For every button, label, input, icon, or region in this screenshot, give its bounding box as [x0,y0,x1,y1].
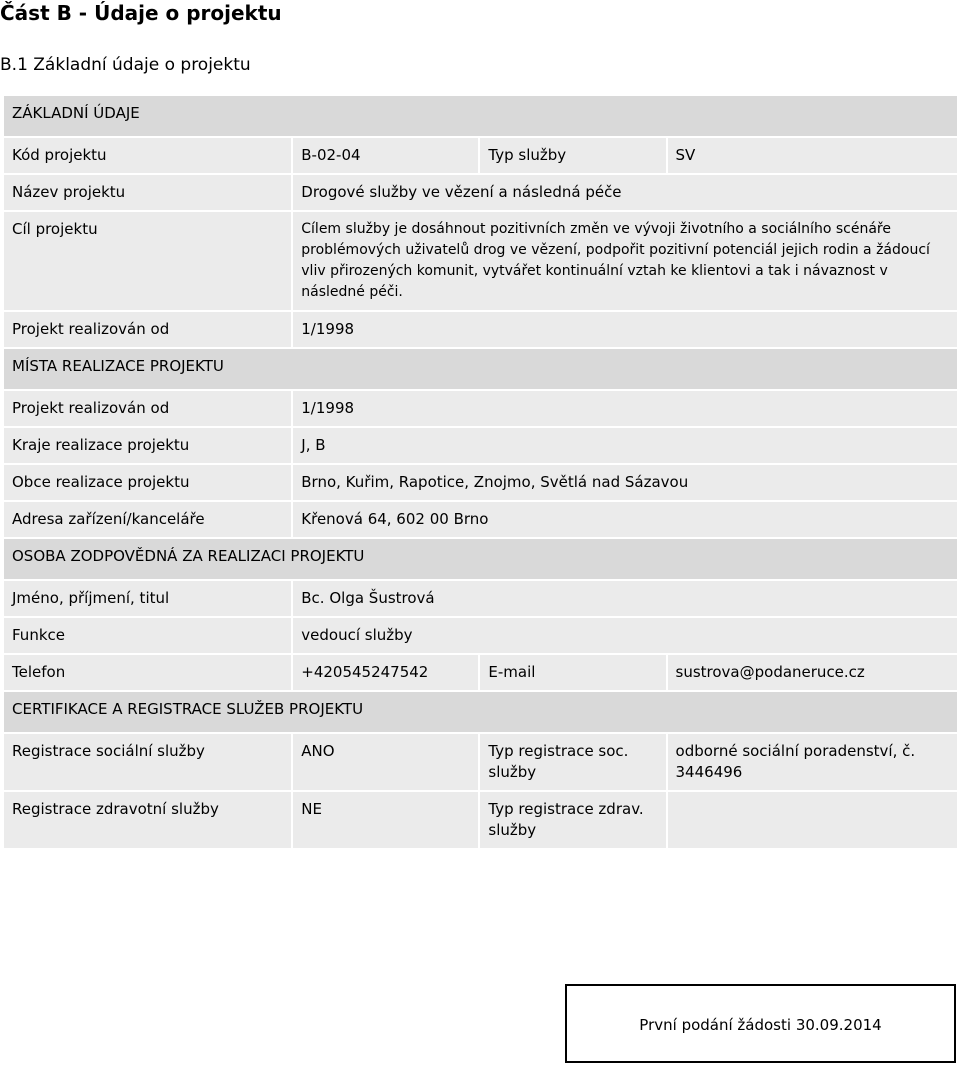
code-value: B-02-04 [293,138,478,173]
municipalities-value: Brno, Kuřim, Rapotice, Znojmo, Světlá nad Sázavou [293,465,957,500]
service-type-label: Typ služby [480,138,665,173]
health-registration-type-value [668,792,957,848]
section-header-certification: CERTIFIKACE A REGISTRACE SLUŽEB PROJEKTU [4,692,957,732]
email-value: sustrova@podaneruce.cz [668,655,957,690]
project-name-value: Drogové služby ve vězení a následná péče [293,175,957,210]
section-header-places: MÍSTA REALIZACE PROJEKTU [4,349,957,389]
address-value: Křenová 64, 602 00 Brno [293,502,957,537]
social-registration-type-value: odborné sociální poradenství, č. 3446496 [668,734,957,790]
project-name-label: Název projektu [4,175,291,210]
social-registration-value: ANO [293,734,478,790]
section-header-person: OSOBA ZODPOVĚDNÁ ZA REALIZACI PROJEKTU [4,539,957,579]
section-title: B.1 Základní údaje o projektu [0,55,251,75]
code-label: Kód projektu [4,138,291,173]
regions-value: J, B [293,428,957,463]
page-title: Část B - Údaje o projektu [0,1,282,25]
realized-from-label: Projekt realizován od [4,312,291,347]
places-realized-from-value: 1/1998 [293,391,957,426]
email-label: E-mail [480,655,665,690]
regions-label: Kraje realizace projektu [4,428,291,463]
social-registration-label: Registrace sociální služby [4,734,291,790]
social-registration-type-label: Typ registrace soc. služby [480,734,665,790]
submission-date-text: První podání žádosti 30.09.2014 [639,1015,882,1034]
person-role-value: vedoucí služby [293,618,957,653]
municipalities-label: Obce realizace projektu [4,465,291,500]
phone-value: +420545247542 [293,655,478,690]
person-role-label: Funkce [4,618,291,653]
section-header-basic: ZÁKLADNÍ ÚDAJE [4,96,957,136]
phone-label: Telefon [4,655,291,690]
project-form-table [2,94,959,850]
address-label: Adresa zařízení/kanceláře [4,502,291,537]
person-name-label: Jméno, příjmení, titul [4,581,291,616]
project-goal-value: Cílem služby je dosáhnout pozitivních změn ve vývoji životního a sociálního scénáře problémových uživatelů drog ve vězení, podpořit pozitivní potenciál jejich rodin a žádoucí vliv přirozených komunit, vytvářet kontinuální vztah ke klientovi a tak i návaznost v následné péči. [293,212,957,310]
health-registration-label: Registrace zdravotní služby [4,792,291,848]
person-name-value: Bc. Olga Šustrová [293,581,957,616]
submission-date-box [565,984,956,1063]
realized-from-value: 1/1998 [293,312,957,347]
health-registration-value: NE [293,792,478,848]
project-goal-label: Cíl projektu [4,212,291,310]
places-realized-from-label: Projekt realizován od [4,391,291,426]
health-registration-type-label: Typ registrace zdrav. služby [480,792,665,848]
service-type-value: SV [668,138,957,173]
